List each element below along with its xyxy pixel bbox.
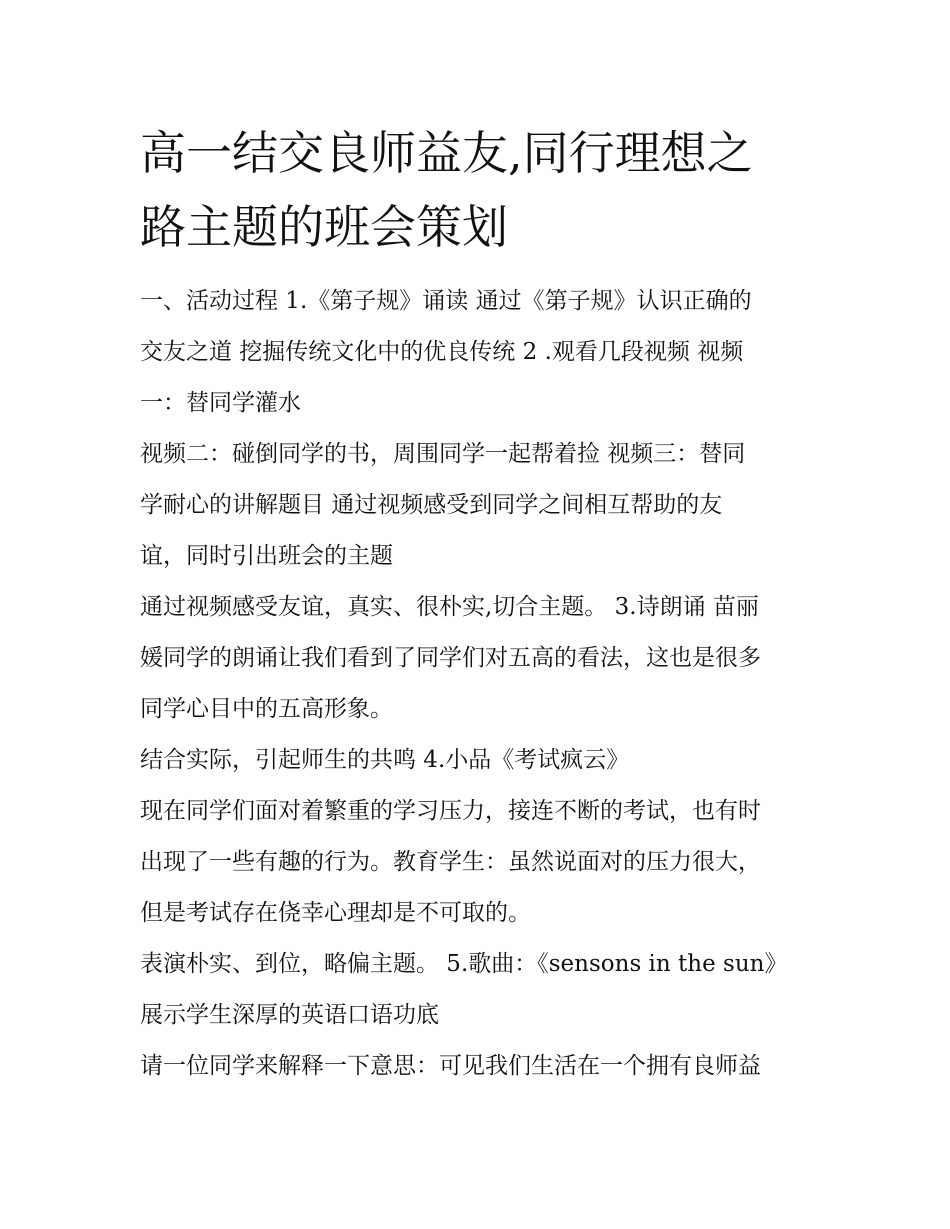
body-line: 通过视频感受友谊，真实、很朴实,切合主题。 3.诗朗诵 苗丽 [140,594,759,620]
body-line: 媛同学的朗诵让我们看到了同学们对五高的看法，这也是很多 [140,645,761,671]
body-line: 现在同学们面对着繁重的学习压力，接连不断的考试，也有时 [140,798,761,824]
body-line: 一：替同学灌水 [140,390,301,416]
document-title [140,116,820,264]
body-line: 表演朴实、到位，略偏主题。 5.歌曲：《sensons in the sun》 [140,951,788,977]
body-line: 交友之道 挖掘传统文化中的优良传统 2 .观看几段视频 视频 [140,339,744,365]
title-line: 高一结交良师益友,同行理想之 [140,126,753,180]
body-line: 展示学生深厚的英语口语功底 [140,1002,439,1028]
body-line: 学耐心的讲解题目 通过视频感受到同学之间相互帮助的友 [140,492,723,518]
body-line: 出现了一些有趣的行为。教育学生：虽然说面对的压力很大， [140,849,761,875]
body-line: 但是考试存在侥幸心理却是不可取的。 [140,900,531,926]
body-line: 一、活动过程 1.《第子规》诵读 通过《第子规》认识正确的 [140,288,752,314]
body-line: 同学心目中的五高形象。 [140,696,393,722]
body-line: 谊，同时引出班会的主题 [140,543,393,569]
document-body [140,276,830,1092]
body-line: 结合实际，引起师生的共鸣 4.小品《考试疯云》 [140,747,630,773]
body-line: 视频二：碰倒同学的书，周围同学一起帮着捡 视频三：替同 [140,441,746,467]
body-line: 请一位同学来解释一下意思：可见我们生活在一个拥有良师益 [140,1053,761,1079]
title-line: 路主题的班会策划 [140,200,508,254]
